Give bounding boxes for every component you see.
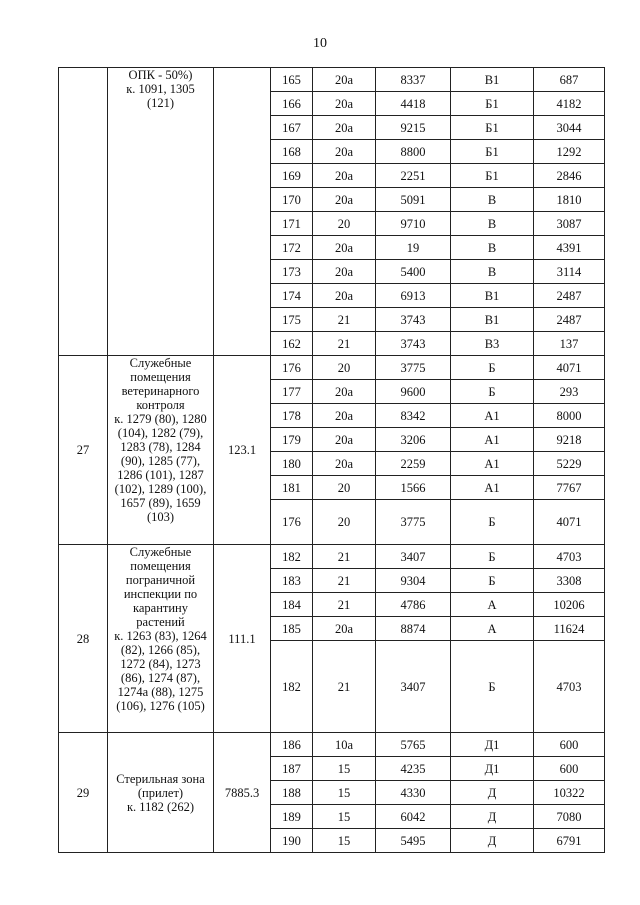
item-value: 7080 — [534, 805, 605, 829]
row-group-number: 27 — [59, 356, 108, 545]
item-category: В1 — [451, 284, 534, 308]
item-number: 182 — [271, 641, 313, 733]
item-value: 600 — [534, 733, 605, 757]
item-code: 15 — [313, 781, 376, 805]
item-code: 20 — [313, 476, 376, 500]
table-row — [59, 356, 605, 380]
item-id: 6913 — [376, 284, 451, 308]
item-category: Б — [451, 641, 534, 733]
row-group-number — [59, 68, 108, 356]
item-id: 4418 — [376, 92, 451, 116]
item-category: В — [451, 188, 534, 212]
item-number: 178 — [271, 404, 313, 428]
row-group-number: 29 — [59, 733, 108, 853]
item-number: 190 — [271, 829, 313, 853]
rooms-table — [58, 67, 605, 853]
item-value: 7767 — [534, 476, 605, 500]
item-code: 20а — [313, 428, 376, 452]
item-value: 4182 — [534, 92, 605, 116]
item-number: 185 — [271, 617, 313, 641]
item-code: 20а — [313, 140, 376, 164]
item-category: Б1 — [451, 92, 534, 116]
item-id: 3743 — [376, 308, 451, 332]
item-code: 20а — [313, 68, 376, 92]
item-id: 5765 — [376, 733, 451, 757]
item-value: 4703 — [534, 545, 605, 569]
item-code: 15 — [313, 805, 376, 829]
item-category: Б — [451, 356, 534, 380]
item-code: 20а — [313, 284, 376, 308]
item-value: 1810 — [534, 188, 605, 212]
item-category: Д1 — [451, 757, 534, 781]
room-description: Служебные помещения пограничной инспекции по карантину растений к. 1263 (83), 1264 (82), 1266 (85), 1272 (84), 1273 (86), 1274 (87), 1274а (88), 1275 (106), 1276 (105) — [108, 545, 214, 733]
table-row — [59, 68, 605, 92]
item-number: 171 — [271, 212, 313, 236]
item-code: 15 — [313, 829, 376, 853]
item-number: 165 — [271, 68, 313, 92]
item-value: 3087 — [534, 212, 605, 236]
row-group-number: 28 — [59, 545, 108, 733]
item-code: 20 — [313, 356, 376, 380]
item-id: 4235 — [376, 757, 451, 781]
item-id: 4330 — [376, 781, 451, 805]
item-id: 9710 — [376, 212, 451, 236]
item-id: 5400 — [376, 260, 451, 284]
table-row — [59, 545, 605, 569]
item-number: 188 — [271, 781, 313, 805]
room-description: Служебные помещения ветеринарного контроля к. 1279 (80), 1280 (104), 1282 (79), 1283 (78), 1284 (90), 1285 (77), 1286 (101), 1287 (102), 1289 (100), 1657 (89), 1659 (103) — [108, 356, 214, 545]
item-number: 186 — [271, 733, 313, 757]
item-value: 8000 — [534, 404, 605, 428]
item-code: 21 — [313, 569, 376, 593]
item-id: 19 — [376, 236, 451, 260]
item-code: 20 — [313, 212, 376, 236]
item-code: 21 — [313, 545, 376, 569]
item-number: 177 — [271, 380, 313, 404]
item-id: 1566 — [376, 476, 451, 500]
page-number: 10 — [313, 36, 327, 51]
item-value: 10322 — [534, 781, 605, 805]
item-value: 600 — [534, 757, 605, 781]
item-code: 21 — [313, 332, 376, 356]
item-code: 20а — [313, 116, 376, 140]
item-value: 3044 — [534, 116, 605, 140]
item-value: 2846 — [534, 164, 605, 188]
item-id: 2259 — [376, 452, 451, 476]
item-code: 20а — [313, 236, 376, 260]
item-id: 5091 — [376, 188, 451, 212]
item-category: В — [451, 212, 534, 236]
item-number: 181 — [271, 476, 313, 500]
room-area: 123.1 — [214, 356, 271, 545]
table-row — [59, 733, 605, 757]
item-category: А1 — [451, 428, 534, 452]
item-value: 293 — [534, 380, 605, 404]
item-category: Б — [451, 380, 534, 404]
room-area — [214, 68, 271, 356]
item-value: 4071 — [534, 500, 605, 545]
item-category: В3 — [451, 332, 534, 356]
item-value: 3114 — [534, 260, 605, 284]
item-number: 174 — [271, 284, 313, 308]
item-value: 4391 — [534, 236, 605, 260]
item-category: Б1 — [451, 140, 534, 164]
item-number: 187 — [271, 757, 313, 781]
item-code: 20а — [313, 617, 376, 641]
item-code: 20а — [313, 188, 376, 212]
room-description: Стерильная зона (прилет) к. 1182 (262) — [108, 733, 214, 853]
item-id: 3407 — [376, 641, 451, 733]
item-id: 9215 — [376, 116, 451, 140]
item-number: 167 — [271, 116, 313, 140]
item-number: 189 — [271, 805, 313, 829]
item-id: 3407 — [376, 545, 451, 569]
item-code: 20а — [313, 380, 376, 404]
item-code: 20 — [313, 500, 376, 545]
item-number: 176 — [271, 356, 313, 380]
item-number: 182 — [271, 545, 313, 569]
item-id: 4786 — [376, 593, 451, 617]
item-category: В1 — [451, 308, 534, 332]
item-id: 8874 — [376, 617, 451, 641]
item-code: 21 — [313, 593, 376, 617]
item-value: 687 — [534, 68, 605, 92]
item-number: 173 — [271, 260, 313, 284]
item-id: 2251 — [376, 164, 451, 188]
item-number: 180 — [271, 452, 313, 476]
item-number: 172 — [271, 236, 313, 260]
item-category: А1 — [451, 452, 534, 476]
item-value: 137 — [534, 332, 605, 356]
item-number: 175 — [271, 308, 313, 332]
item-code: 20а — [313, 260, 376, 284]
item-id: 6042 — [376, 805, 451, 829]
item-number: 168 — [271, 140, 313, 164]
item-value: 10206 — [534, 593, 605, 617]
item-value: 2487 — [534, 284, 605, 308]
item-id: 8337 — [376, 68, 451, 92]
item-code: 15 — [313, 757, 376, 781]
item-value: 4703 — [534, 641, 605, 733]
item-id: 9304 — [376, 569, 451, 593]
item-category: Д — [451, 781, 534, 805]
room-area: 111.1 — [214, 545, 271, 733]
item-category: Б — [451, 569, 534, 593]
item-category: А — [451, 593, 534, 617]
item-category: Б — [451, 500, 534, 545]
item-code: 20а — [313, 404, 376, 428]
item-value: 5229 — [534, 452, 605, 476]
item-number: 183 — [271, 569, 313, 593]
item-id: 3775 — [376, 500, 451, 545]
item-number: 179 — [271, 428, 313, 452]
item-id: 8342 — [376, 404, 451, 428]
item-id: 5495 — [376, 829, 451, 853]
item-number: 166 — [271, 92, 313, 116]
item-category: А1 — [451, 404, 534, 428]
item-code: 21 — [313, 641, 376, 733]
item-id: 3206 — [376, 428, 451, 452]
item-value: 1292 — [534, 140, 605, 164]
item-code: 21 — [313, 308, 376, 332]
item-code: 10а — [313, 733, 376, 757]
item-value: 9218 — [534, 428, 605, 452]
item-number: 162 — [271, 332, 313, 356]
item-id: 9600 — [376, 380, 451, 404]
item-category: Д1 — [451, 733, 534, 757]
item-id: 3775 — [376, 356, 451, 380]
item-category: А — [451, 617, 534, 641]
item-value: 4071 — [534, 356, 605, 380]
item-number: 176 — [271, 500, 313, 545]
item-number: 170 — [271, 188, 313, 212]
room-area: 7885.3 — [214, 733, 271, 853]
item-value: 11624 — [534, 617, 605, 641]
item-category: Б1 — [451, 116, 534, 140]
item-id: 3743 — [376, 332, 451, 356]
room-description: ОПК - 50%) к. 1091, 1305 (121) — [108, 68, 214, 356]
item-category: В1 — [451, 68, 534, 92]
item-category: Б — [451, 545, 534, 569]
item-code: 20а — [313, 164, 376, 188]
item-category: Д — [451, 805, 534, 829]
item-id: 8800 — [376, 140, 451, 164]
item-value: 2487 — [534, 308, 605, 332]
item-category: А1 — [451, 476, 534, 500]
item-value: 3308 — [534, 569, 605, 593]
item-code: 20а — [313, 92, 376, 116]
item-category: Б1 — [451, 164, 534, 188]
item-category: Д — [451, 829, 534, 853]
item-category: В — [451, 260, 534, 284]
item-category: В — [451, 236, 534, 260]
item-number: 169 — [271, 164, 313, 188]
item-number: 184 — [271, 593, 313, 617]
item-value: 6791 — [534, 829, 605, 853]
item-code: 20а — [313, 452, 376, 476]
